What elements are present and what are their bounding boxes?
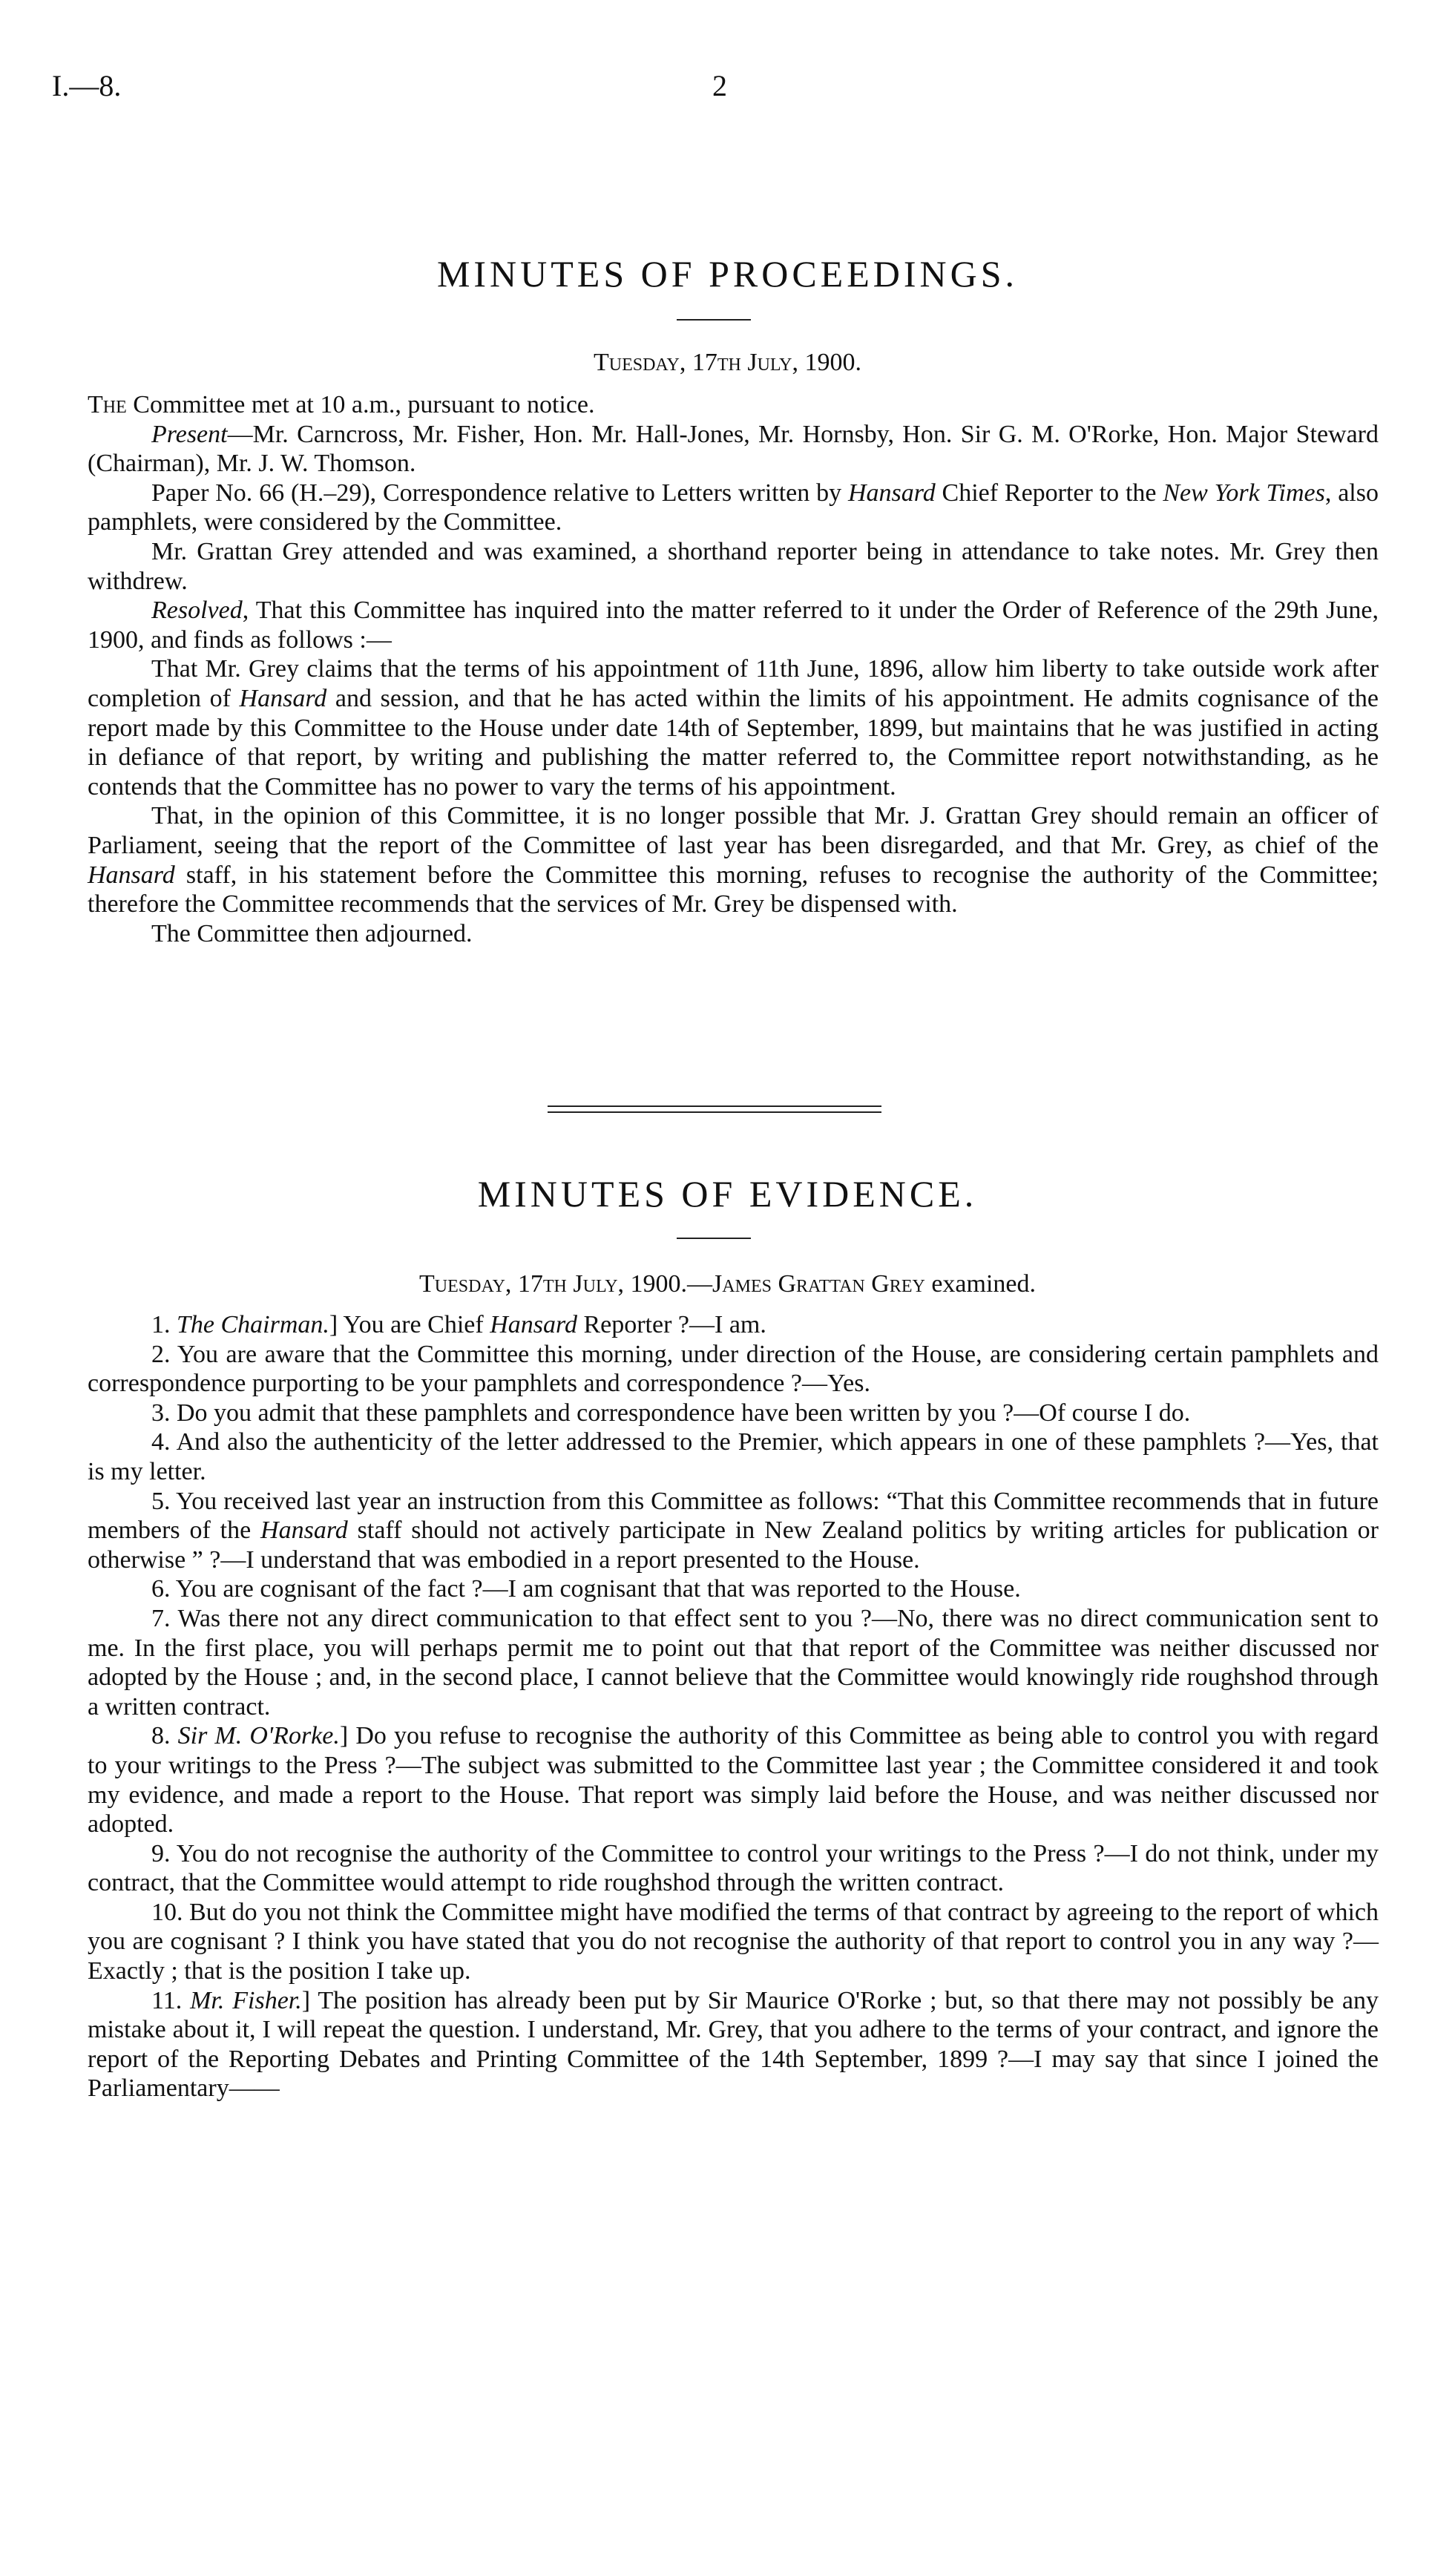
page-number: 2 <box>712 69 727 102</box>
text-run: ] Do you refuse to recognise the authority of this Committee as being able to control you with regard to your writings to the Press ?—The subject was submitted to the Committee last year ; the Committee considered it and took my evidence, and made a report to the House. That report was simply laid before the House, and was neither discussed nor adopted. <box>88 1722 1379 1839</box>
text-run: Chief Reporter to the <box>935 479 1163 507</box>
text-run-italic: Hansard <box>490 1311 577 1338</box>
question-5 <box>88 1487 1379 1575</box>
title-rule <box>677 1238 751 1239</box>
question-4: 4. And also the authenticity of the letter addressed to the Premier, which appears in one of these pamphlets ?—Yes, that is my letter. <box>88 1428 1379 1485</box>
text-run-italic: Hansard <box>847 479 936 507</box>
text-run: ] You are Chief <box>329 1311 490 1338</box>
question-10: 10. But do you not think the Committee might have modified the terms of that contract by agreeing to the report of which you are cognisant ? I think you have stated that you do not recognise the authority of that report to control you in any way ?—Exactly ; that is the position I take up. <box>88 1898 1379 1985</box>
paragraph-paper <box>88 479 1379 537</box>
text-run-italic: Hansard <box>88 861 175 889</box>
text-run-italic: New York Times <box>1163 479 1325 507</box>
title-rule <box>677 319 751 321</box>
paragraph-finding-1 <box>88 654 1379 801</box>
question-1 <box>88 1310 1379 1340</box>
proceedings-title: MINUTES OF PROCEEDINGS. <box>436 253 1019 295</box>
paragraph-text: —Mr. Carncross, Mr. Fisher, Hon. Mr. Hall-Jones, Mr. Hornsby, Hon. Sir G. M. O'Rorke, Hon. Major Steward (Chairman), Mr. J. W. Thomson. <box>88 420 1379 478</box>
text-run: ] The position has already been put by Sir Maurice O'Rorke ; but, so that there may not possibly be any mistake about it, I will repeat the question. I understand, Mr. Grey, that you adhere to the terms of your contract, and ignore the report of the Reporting Debates and Printing Committee of the 14th September, 1899 ?—I may say that since I joined the Parliamentary—— <box>88 1986 1379 2103</box>
question-11 <box>88 1986 1379 2103</box>
paragraph-text: Committee met at 10 a.m., pursuant to notice. <box>126 391 595 418</box>
date-text: Tuesday, 17th July, 1900. <box>419 1270 688 1298</box>
paragraph-adjourned: The Committee then adjourned. <box>151 919 473 947</box>
evidence-body <box>88 1310 1379 2103</box>
lead-word: Present <box>151 420 228 448</box>
speaker: Sir M. O'Rorke. <box>177 1722 340 1750</box>
lead-word: Resolved <box>151 597 243 625</box>
evidence-date <box>0 1270 1455 1298</box>
paragraph-text: , That this Committee has inquired into the matter referred to it under the Order of Reference of the 29th June, 1900, and finds as follows :— <box>88 597 1379 654</box>
evidence-title: MINUTES OF EVIDENCE. <box>477 1173 978 1215</box>
question-3: 3. Do you admit that these pamphlets and correspondence have been written by you ?—Of course I do. <box>151 1399 1191 1427</box>
paragraph-attendance: Mr. Grattan Grey attended and was examined, a shorthand reporter being in attendance to take notes. Mr. Grey then withdrew. <box>88 537 1379 595</box>
text-run: 1. <box>151 1311 177 1338</box>
lead-word: The <box>88 391 127 418</box>
paragraph-finding-2 <box>88 801 1379 919</box>
paragraph-meeting <box>88 390 1379 420</box>
paragraph-present <box>88 420 1379 479</box>
examined-text: examined. <box>924 1270 1036 1298</box>
question-8 <box>88 1721 1379 1839</box>
proceedings-date: Tuesday, 17th July, 1900. <box>593 349 862 376</box>
speaker: The Chairman. <box>177 1311 329 1338</box>
dash: — <box>687 1270 713 1298</box>
section-divider <box>548 1105 881 1113</box>
text-run: Reporter ?—I am. <box>577 1311 766 1338</box>
question-7: 7. Was there not any direct communication to that effect sent to you ?—No, there was no direct communication sent to me. In the first place, you will perhaps permit me to point out that that report of the Committee was neither discussed nor adopted by the House ; and, in the second place, I cannot believe that the Committee would knowingly ride roughshod through a written contract. <box>88 1604 1379 1721</box>
text-run: 8. <box>151 1722 178 1750</box>
text-run: 5. You received last year an instruction from this Committee as follows: “That this Committee recommends that in future members of the <box>88 1487 1379 1545</box>
text-run: staff, in his statement before the Committee this morning, refuses to recognise the authority of the Committee; therefore the Committee recommends that the services of Mr. Grey be dispensed with. <box>88 861 1379 919</box>
text-run: 11. <box>151 1986 191 2014</box>
question-6: 6. You are cognisant of the fact ?—I am cognisant that that was reported to the House. <box>151 1575 1021 1603</box>
text-run: , also pamphlets, were considered by the Committee. <box>88 479 1379 536</box>
question-9: 9. You do not recognise the authority of the Committee to control your writings to the Press ?—I do not think, under my contract, that the Committee would attempt to ride roughshod through the written contract. <box>88 1839 1379 1897</box>
text-run: staff should not actively participate in New Zealand politics by writing articles for publication or otherwise ” ?—I understand that was embodied in a report presented to the House. <box>88 1517 1379 1574</box>
paragraph-resolved <box>88 596 1379 654</box>
text-run-italic: Hansard <box>239 684 327 712</box>
text-run: That Mr. Grey claims that the terms of his appointment of 11th June, 1896, allow him liberty to take outside work after completion of <box>88 655 1379 712</box>
speaker: Mr. Fisher. <box>190 1986 302 2014</box>
text-run: Paper No. 66 (H.–29), Correspondence relative to Letters written by <box>151 479 848 507</box>
page-header <box>0 68 1455 113</box>
text-run: That, in the opinion of this Committee, it is no longer possible that Mr. J. Grattan Grey should remain an officer of Parliament, seeing that the report of the Committee of last year has been disregarded, and that Mr. Grey, as chief of the <box>88 802 1379 859</box>
text-run-italic: Hansard <box>260 1517 348 1545</box>
witness-name: James Grattan Grey <box>712 1270 925 1298</box>
question-2: 2. You are aware that the Committee this morning, under direction of the House, are considering certain pamphlets and correspondence purporting to be your pamphlets and correspondence ?—Yes. <box>88 1340 1379 1398</box>
page-reference: I.—8. <box>52 69 122 102</box>
text-run: and session, and that he has acted within the limits of his appointment. He admits cognisance of the report made by this Committee to the House under date 14th of September, 1899, but maintains that he was justified in acting in defiance of that report, by writing and publishing the matter referred to, the Committee report notwithstanding, as he contends that the Committee has no power to vary the terms of his appointment. <box>88 684 1379 801</box>
proceedings-body <box>88 390 1379 948</box>
